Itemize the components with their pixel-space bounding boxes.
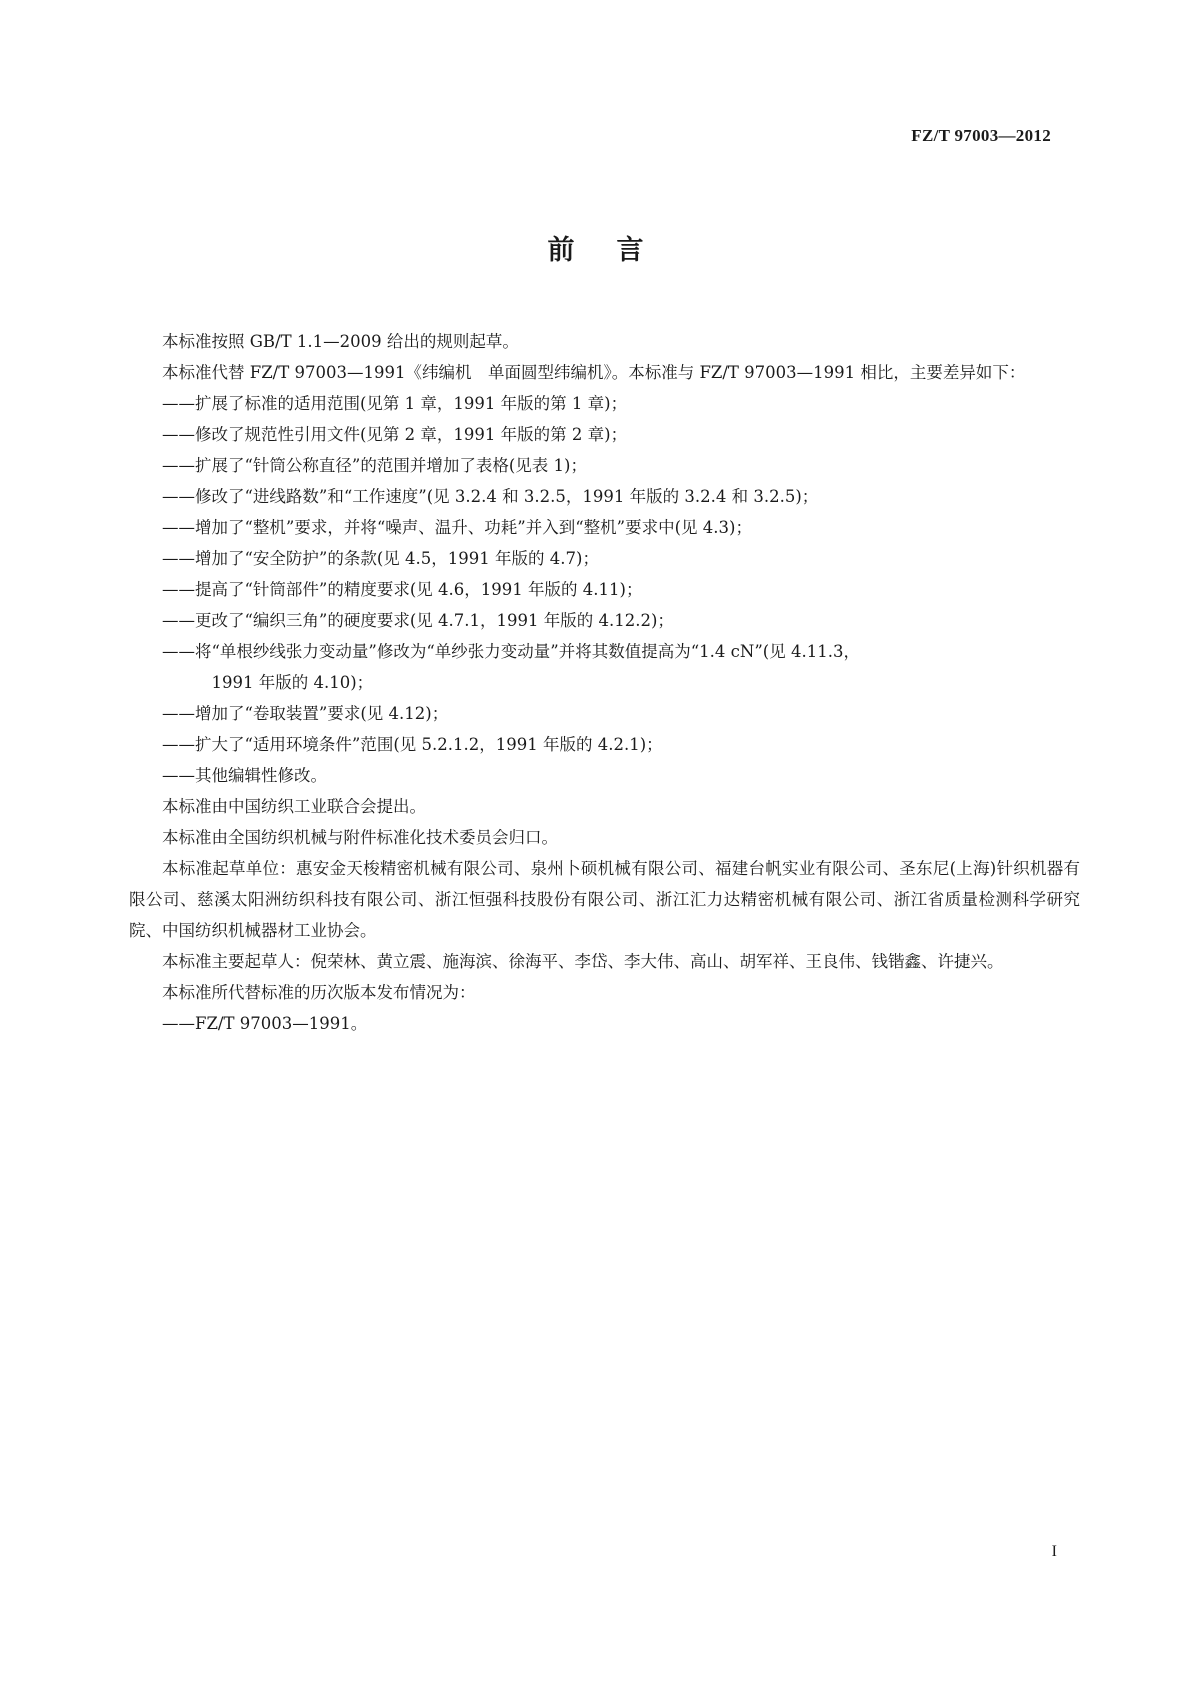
- history-item: ——FZ/T 97003—1991。: [162, 1014, 368, 1033]
- list-item: ——增加了“安全防护”的条款(见 4.5，1991 年版的 4.7)；: [162, 549, 599, 568]
- list-item-continuation: 1991 年版的 4.10)；: [211, 673, 374, 692]
- list-item: ——其他编辑性修改。: [162, 766, 327, 785]
- list-item: ——将“单根纱线张力变动量”修改为“单纱张力变动量”并将其数值提高为“1.4 cN”(见 4.11.3，: [162, 642, 860, 661]
- list-item: ——修改了“进线路数”和“工作速度”(见 3.2.4 和 3.2.5，1991 年版的 3.2.4 和 3.2.5)；: [162, 487, 819, 506]
- paragraph-history: 本标准所代替标准的历次版本发布情况为：: [162, 983, 476, 1002]
- standard-code: FZ/T 97003—2012: [911, 126, 1051, 145]
- list-item: ——修改了规范性引用文件(见第 2 章，1991 年版的第 2 章)；: [162, 425, 628, 444]
- foreword-body: [129, 326, 1080, 1039]
- list-item: ——扩展了“针筒公称直径”的范围并增加了表格(见表 1)；: [162, 456, 587, 475]
- paragraph-drafting-rules: 本标准按照 GB/T 1.1—2009 给出的规则起草。: [162, 332, 519, 351]
- list-item: ——扩大了“适用环境条件”范围(见 5.2.1.2，1991 年版的 4.2.1)；: [162, 735, 663, 754]
- paragraph-replaces: 本标准代替 FZ/T 97003—1991《纬编机 单面圆型纬编机》。本标准与 FZ/T 97003—1991 相比，主要差异如下：: [162, 363, 1026, 382]
- paragraph-committee: 本标准由全国纺织机械与附件标准化技术委员会归口。: [162, 828, 558, 847]
- paragraph-drafters: 本标准主要起草人：倪荣林、黄立震、施海滨、徐海平、李岱、李大伟、高山、胡军祥、王良伟、钱锴鑫、许捷兴。: [162, 952, 1004, 971]
- list-item: ——增加了“整机”要求，并将“噪声、温升、功耗”并入到“整机”要求中(见 4.3)；: [162, 518, 752, 537]
- page-number: I: [1051, 1543, 1057, 1560]
- list-item: ——扩展了标准的适用范围(见第 1 章，1991 年版的第 1 章)；: [162, 394, 628, 413]
- page-title: 前言: [547, 235, 686, 266]
- list-item: ——提高了“针筒部件”的精度要求(见 4.6，1991 年版的 4.11)；: [162, 580, 643, 599]
- paragraph-drafting-units: 本标准起草单位：惠安金天梭精密机械有限公司、泉州卜硕机械有限公司、福建台帆实业有限公司、圣东尼(上海)针织机器有限公司、慈溪太阳洲纺织科技有限公司、浙江恒强科技股份有限公司、浙江汇力达精密机械有限公司、浙江省质量检测科学研究院、中国纺织机械器材工业协会。: [129, 859, 1080, 940]
- list-item: ——增加了“卷取装置”要求(见 4.12)；: [162, 704, 449, 723]
- list-item: ——更改了“编织三角”的硬度要求(见 4.7.1，1991 年版的 4.12.2)；: [162, 611, 674, 630]
- paragraph-proposer: 本标准由中国纺织工业联合会提出。: [162, 797, 426, 816]
